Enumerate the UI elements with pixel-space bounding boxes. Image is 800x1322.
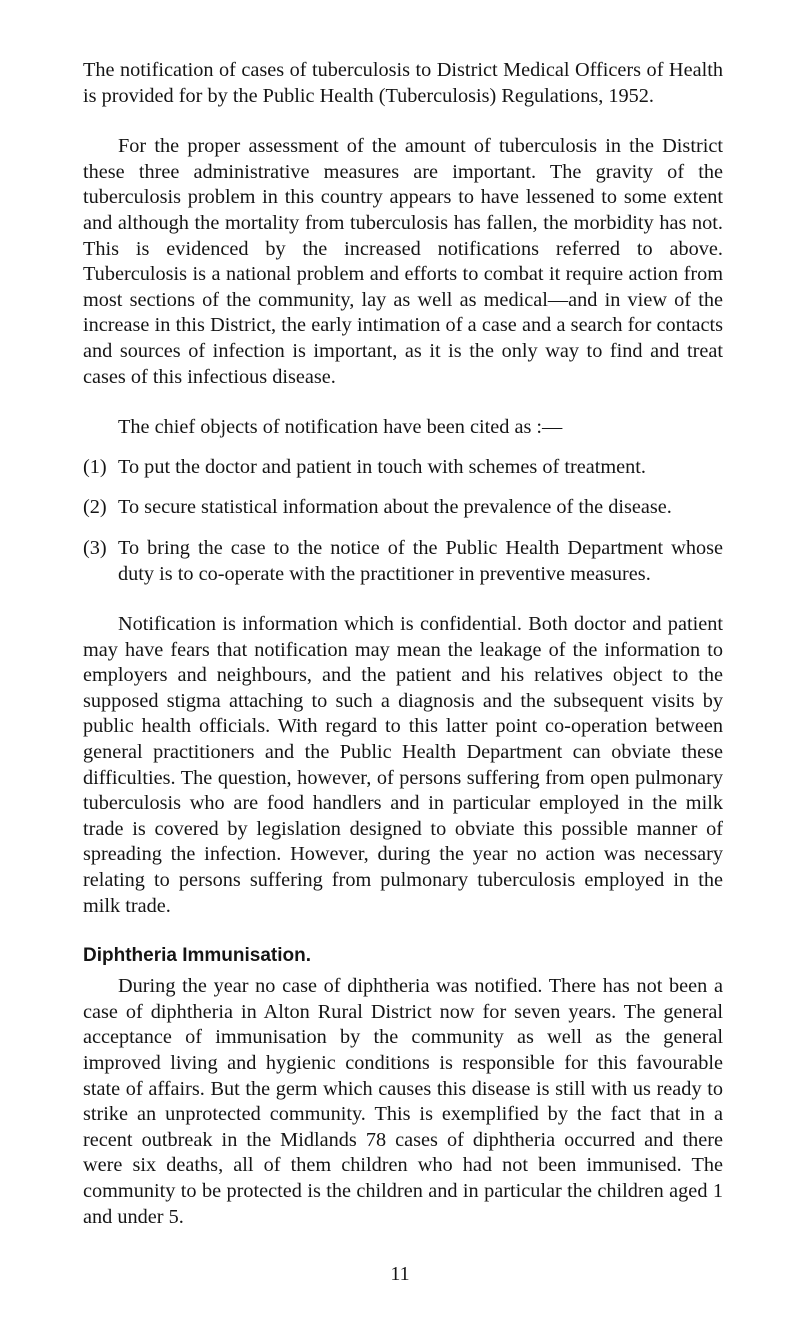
list-item (83, 495, 723, 521)
list-item-text: To bring the case to the notice of the Public Health Department whose duty is to co-operate with the practitioner in preventive measures. (118, 536, 723, 585)
list-item (83, 455, 723, 481)
paragraph-notification-regulations: The notification of cases of tuberculosis to District Medical Officers of Health is provided for by the Public Health (Tuberculosis) Regulations, 1952. (83, 59, 723, 107)
document-page (83, 58, 723, 1255)
page-number: 11 (390, 1263, 410, 1285)
list-item-text: To put the doctor and patient in touch with schemes of treatment. (118, 455, 647, 478)
section-heading-diphtheria: Diphtheria Immunisation. (83, 945, 312, 967)
paragraph-assessment: For the proper assessment of the amount of tuberculosis in the District these three administrative measures are important. The gravity of the tuberculosis problem in this country appears to have lessened to some extent and although the mortality from tuberculosis has fallen, the morbidity has not. This is evidenced by the increased notifications referred to above. Tuberculosis is a national problem and efforts to combat it require action from most sections of the community, lay as well as medical—and in view of the increase in this District, the early intimation of a case and a search for contacts and sources of infection is important, as it is the only way to find and treat cases of this infectious disease. (83, 135, 723, 388)
objects-list (83, 455, 723, 587)
list-item-number: (1) (83, 455, 107, 478)
list-item (83, 536, 723, 587)
paragraph-chief-objects: The chief objects of notification have been cited as :— (118, 416, 563, 439)
list-item-number: (3) (83, 536, 107, 559)
list-item-number: (2) (83, 496, 107, 519)
list-item-text: To secure statistical information about the prevalence of the disease. (118, 496, 672, 519)
paragraph-confidentiality: Notification is information which is confidential. Both doctor and patient may have fears that notification may mean the leakage of the information to employers and neighbours, and the patient and his relatives object to the supposed stigma attaching to such a diagnosis and the subsequent visits by public health officials. With regard to this latter point co-operation between general practitioners and the Public Health Department can obviate these difficulties. The question, however, of persons suffering from open pulmonary tuberculosis who are food handlers and in particular employed in the milk trade is covered by legislation designed to obviate this possible manner of spreading the infection. However, during the year no action was necessary relating to persons suffering from pulmonary tuberculosis employed in the milk trade. (83, 613, 723, 917)
paragraph-diphtheria: During the year no case of diphtheria was notified. There has not been a case of diphtheria in Alton Rural District now for seven years. The general acceptance of immunisation by the community as well as the general improved living and hygienic conditions is responsible for this favourable state of affairs. But the germ which causes this disease is still with us ready to strike an unprotected community. This is exemplified by the fact that in a recent outbreak in the Midlands 78 cases of diphtheria occurred and there were six deaths, all of them children who had not been immunised. The community to be protected is the children and in particular the children aged 1 and under 5. (83, 975, 723, 1228)
